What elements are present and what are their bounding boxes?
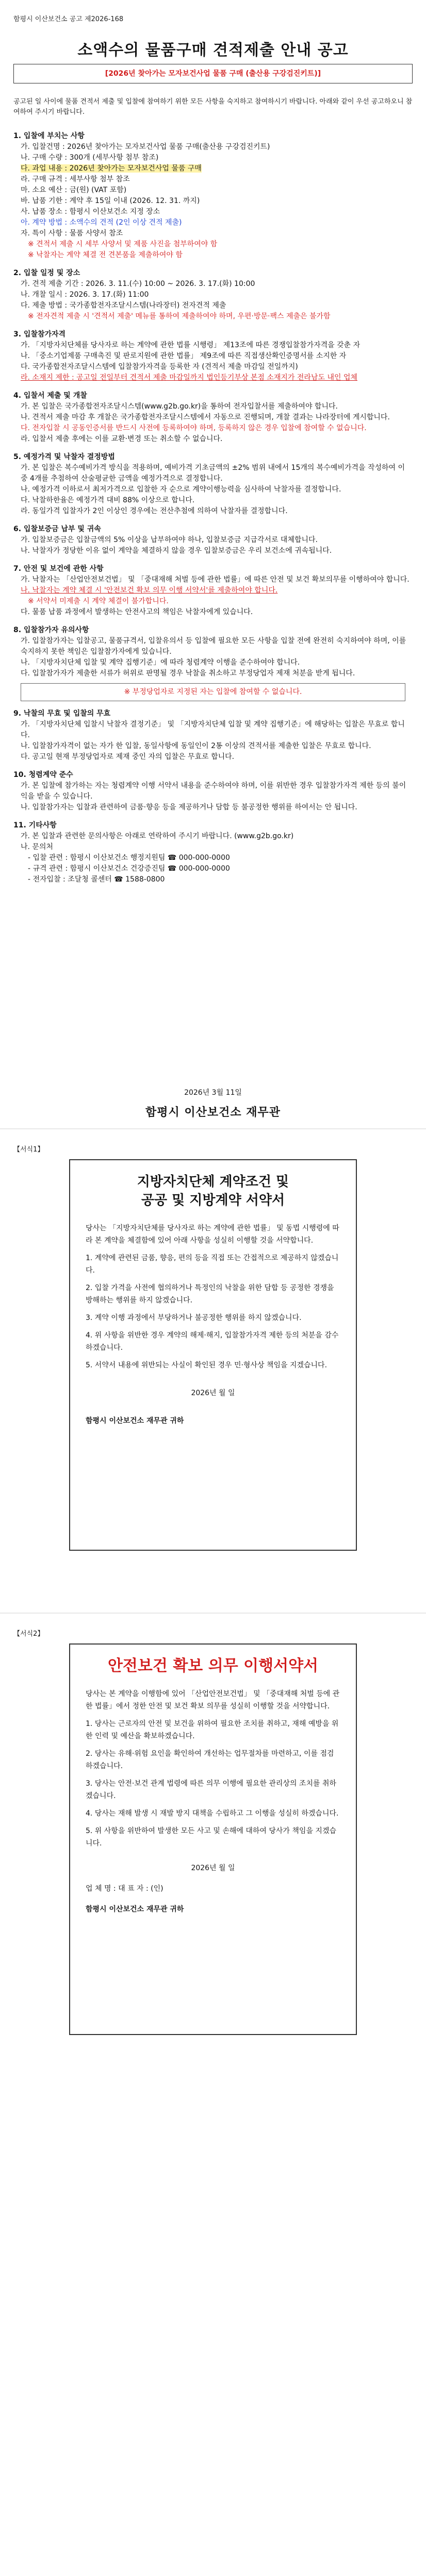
section-7-heading: 7. 안전 및 보건에 관한 사항 [13,565,104,573]
section-1-item: 나. 구매 수량 : 300개 (세부사항 첨부 참조) [21,154,159,162]
annex-1-paragraph: 당사는 「지방자치단체를 당사자로 하는 계약에 관한 법률」 및 동법 시행령에 따라 본 계약을 체결함에 있어 아래 사항을 성실히 이행할 것을 서약합니다. [86,1224,339,1245]
section-9-heading: 9. 낙찰의 무효 및 입찰의 무효 [13,709,111,718]
annex-2-paragraph: 4. 당사는 재해 발생 시 재발 방지 대책을 수립하고 그 이행을 성실히 하겠습니다. [86,1809,339,1818]
section-7-note: ※ 서약서 미제출 시 계약 체결이 불가합니다. [28,597,169,605]
notice-body [13,124,413,885]
section-10-heading: 10. 청렴계약 준수 [13,771,73,779]
annex-1-signer: 함평시 이산보건소 재무관 귀하 [86,1417,184,1425]
section-8-callout [21,683,405,701]
annex-2-paragraph: 당사는 본 계약을 이행함에 있어 「산업안전보건법」 및 「중대재해 처벌 등에 관한 법률」에서 정한 안전 및 보건 확보 의무를 성실히 이행할 것을 서약합니다. [86,1690,340,1710]
section-6-item: 나. 낙찰자가 정당한 이유 없이 계약을 체결하지 않을 경우 입찰보증금은 우리 보건소에 귀속됩니다. [21,547,332,555]
section-8-heading: 8. 입찰참가자 유의사항 [13,626,89,634]
page-title: 소액수의 물품구매 견적제출 안내 공고 [77,41,349,59]
section-5-item: 나. 예정가격 이하로서 최저가격으로 입찰한 자 순으로 계약이행능력을 심사하여 낙찰자를 결정합니다. [21,485,341,494]
annex-2-date: 2026년 월 일 [191,1864,235,1872]
section-7-item-red: 나. 낙찰자는 계약 체결 시 '안전보건 확보 의무 이행 서약서'를 제출하여야 합니다. [21,586,278,595]
section-11-contact: - 규격 관련 : 함평시 이산보건소 건강증진팀 ☎ 000-000-0000 [28,865,230,873]
annex-1-tag: 【서식1】 [13,1146,44,1154]
section-1-item-highlight: 다. 과업 내용 : 2026년 찾아가는 모자보건사업 물품 구매 [21,164,202,173]
section-4-item [13,423,413,434]
section-11-contact: - 전자입찰 : 조달청 콜센터 ☎ 1588-0800 [28,875,165,884]
signature-org: 함평시 이산보건소 재무관 [145,1106,281,1119]
section-11-item-text: 가. 본 입찰과 관련한 문의사항은 아래로 연락하여 주시기 바랍니다. (www.g2b.go.kr) [21,832,294,840]
section-5-item: 가. 본 입찰은 복수예비가격 방식을 적용하며, 예비가격 기초금액의 ±2% 범위 내에서 15개의 복수예비가격을 작성하여 이 중 4개를 추첨하여 산술평균한 금액을 예정가격으로 결정합니다. [21,464,405,483]
section-11-item [13,831,413,842]
section-4-item: 가. 본 입찰은 국가종합전자조달시스템(www.g2b.go.kr)을 통하여 전자입찰서를 제출하여야 합니다. [21,402,338,411]
page-divider [0,1613,426,1614]
section-1-item: 마. 소요 예산 : 금(원) (VAT 포함) [21,186,127,194]
annex-1-form [69,1159,357,1551]
section-10-item: 나. 입찰참가자는 입찰과 관련하여 금품·향응 등을 제공하거나 담합 등 불공정한 행위를 하여서는 안 됩니다. [21,803,357,811]
annex-1-paragraph: 3. 계약 이행 과정에서 부당하거나 불공정한 행위를 하지 않겠습니다. [86,1314,302,1322]
section-4-item: 라. 입찰서 제출 후에는 이를 교환·변경 또는 취소할 수 없습니다. [21,435,223,443]
section-4-heading: 4. 입찰서 제출 및 개찰 [13,392,87,400]
signature-date: 2026년 3월 11일 [184,1089,242,1097]
section-11-contact: - 입찰 관련 : 함평시 이산보건소 행정지원팀 ☎ 000-000-0000 [28,854,230,862]
section-1-heading: 1. 입찰에 부치는 사항 [13,132,85,140]
section-5-item: 라. 동일가격 입찰자가 2인 이상인 경우에는 전산추첨에 의하여 낙찰자를 결정합니다. [21,507,288,515]
section-3-item: 다. 국가종합전자조달시스템에 입찰참가자격을 등록한 자 (견적서 제출 마감일 전일까지) [21,363,298,371]
annex-1-paragraph: 4. 위 사항을 위반한 경우 계약의 해제·해지, 입찰참가자격 제한 등의 처분을 감수하겠습니다. [86,1331,339,1352]
intro-text: 공고된 일 사이에 물품 견적서 제출 및 입찰에 참여하기 위한 모든 사항을 숙지하고 참여하시기 바랍니다. 아래와 같이 우선 공고하오니 참여하여 주시기 바랍니다. [13,98,413,116]
subtitle: [2026년 찾아가는 모자보건사업 물품 구매 (출산용 구강검진키트)] [105,70,321,78]
section-1-item-blue: 아. 계약 방법 : 소액수의 견적 (2인 이상 견적 제출) [21,218,182,227]
section-8-callout-text: ※ 부정당업자로 지정된 자는 입찰에 참여할 수 없습니다. [124,688,302,696]
section-7-item: 다. 물품 납품 과정에서 발생하는 안전사고의 책임은 낙찰자에게 있습니다. [21,608,253,616]
section-1-item: 바. 납품 기한 : 계약 후 15일 이내 (2026. 12. 31. 까지) [21,197,200,205]
section-9-item: 가. 「지방자치단체 입찰시 낙찰자 결정기준」 및 「지방자치단체 입찰 및 계약 집행기준」에 해당하는 입찰은 무효로 합니다. [21,720,405,739]
section-10-item: 가. 본 입찰에 참가하는 자는 청렴계약 이행 서약서 내용을 준수하여야 하며, 이를 위반한 경우 입찰참가자격 제한 등의 불이익을 받을 수 있습니다. [21,782,406,801]
section-6-heading: 6. 입찰보증금 납부 및 귀속 [13,525,101,533]
section-11-heading: 11. 기타사항 [13,821,57,829]
section-3-item-red: 라. 소재지 제한 : 공고일 전일부터 견적서 제출 마감일까지 법인등기부상 본점 소재지가 전라남도 내인 업체 [21,374,357,382]
section-3-heading: 3. 입찰참가자격 [13,330,66,338]
section-2-heading: 2. 입찰 일정 및 장소 [13,269,80,277]
section-1-item [13,163,413,174]
section-2-note: ※ 전자견적 제출 시 '견적서 제출' 메뉴를 통하여 제출하여야 하며, 우편·방문·팩스 제출은 불가함 [28,312,331,320]
section-7-item: 가. 낙찰자는 「산업안전보건법」 및 「중대재해 처벌 등에 관한 법률」에 따른 안전 및 보건 확보의무를 이행하여야 합니다. [21,575,409,584]
section-1-item: 라. 구매 규격 : 세부사항 첨부 참조 [21,175,130,183]
annex-2-addressee: 함평시 이산보건소 재무관 귀하 [86,1905,184,1913]
annex-2-paragraph: 1. 당사는 근로자의 안전 및 보건을 위하여 필요한 조치를 취하고, 재해 예방을 위한 인력 및 예산을 확보하겠습니다. [86,1720,339,1740]
section-2-item: 가. 견적 제출 기간 : 2026. 3. 11.(수) 10:00 ~ 2026. 3. 17.(화) 10:00 [21,280,255,288]
section-3-item: 나. 「중소기업제품 구매촉진 및 판로지원에 관한 법률」 제9조에 따른 직접생산확인증명서를 소지한 자 [21,352,347,360]
annex-1-paragraph: 2. 입찰 가격을 사전에 협의하거나 특정인의 낙찰을 위한 담합 등 공정한 경쟁을 방해하는 행위를 하지 않겠습니다. [86,1284,334,1304]
signature-block [0,1087,426,1120]
section-6-item: 가. 입찰보증금은 입찰금액의 5% 이상을 납부하여야 하나, 입찰보증금 지급각서로 대체합니다. [21,536,318,544]
annex-1-paragraph: 1. 계약에 관련된 금품, 향응, 편의 등을 직접 또는 간접적으로 제공하지 않겠습니다. [86,1254,339,1275]
section-1-item: 가. 입찰건명 : 2026년 찾아가는 모자보건사업 물품 구매(출산용 구강검진키트) [21,143,270,151]
annex-2-form [69,1643,357,2035]
section-1-item: 자. 특이 사항 : 물품 사양서 참조 [21,229,123,238]
section-1-note: ※ 견적서 제출 시 세부 사양서 및 제품 사진을 첨부하여야 함 [28,240,218,248]
section-1-note: ※ 낙찰자는 계약 체결 전 견본품을 제출하여야 함 [28,251,183,259]
section-8-item: 다. 입찰참가자가 제출한 서류가 허위로 판명될 경우 낙찰을 취소하고 부정당업자 제재 처분을 받게 됩니다. [21,669,355,677]
subtitle-box [13,64,413,83]
section-3-item [13,372,413,383]
section-4-item: 나. 견적서 제출 마감 후 개찰은 국가종합전자조달시스템에서 자동으로 진행되며, 개찰 결과는 나라장터에 게시합니다. [21,413,390,421]
section-1-item [13,217,413,228]
section-8-item: 가. 입찰참가자는 입찰공고, 물품규격서, 입찰유의서 등 입찰에 필요한 모든 사항을 입찰 전에 완전히 숙지하여야 하며, 이를 숙지하지 못한 책임은 입찰참가자에게 있습니다. [21,637,406,656]
section-2-item: 나. 개찰 일시 : 2026. 3. 17.(화) 11:00 [21,291,149,299]
section-7-item [13,585,413,596]
page-divider [0,1128,426,1129]
section-2-item: 다. 제출 방법 : 국가종합전자조달시스템(나라장터) 전자견적 제출 [21,301,226,310]
section-1-item: 사. 납품 장소 : 함평시 이산보건소 지정 장소 [21,208,160,216]
annex-2-paragraph: 2. 당사는 유해·위험 요인을 확인하여 개선하는 업무절차를 마련하고, 이를 점검하겠습니다. [86,1750,334,1770]
section-9-item: 나. 입찰참가자격이 없는 자가 한 입찰, 동일사항에 동일인이 2통 이상의 견적서를 제출한 입찰은 무효로 합니다. [21,742,371,750]
annex-2-signer-line: 업 체 명 : 대 표 자 : (인) [86,1885,163,1893]
annex-2-title: 안전보건 확보 의무 이행서약서 [107,1657,319,1675]
section-5-item: 다. 낙찰하한율은 예정가격 대비 88% 이상으로 합니다. [21,496,195,504]
annex-2-paragraph: 3. 당사는 안전·보건 관계 법령에 따른 의무 이행에 필요한 관리상의 조치를 취하겠습니다. [86,1780,337,1800]
section-8-item: 나. 「지방자치단체 입찰 및 계약 집행기준」에 따라 청렴계약 이행을 준수하여야 합니다. [21,658,300,667]
notice-reference: 함평시 이산보건소 공고 제2026-168 [13,15,124,23]
section-3-item: 가. 「지방자치단체를 당사자로 하는 계약에 관한 법률 시행령」 제13조에 따른 경쟁입찰참가자격을 갖춘 자 [21,341,361,349]
section-4-item-red: 다. 전자입찰 시 공동인증서를 반드시 사전에 등록하여야 하며, 등록하지 않은 경우 입찰에 참여할 수 없습니다. [21,424,367,432]
annex-1-date: 2026년 월 일 [191,1389,235,1397]
annex-1-title: 지방자치단체 계약조건 및 공공 및 지방계약 서약서 [137,1174,289,1208]
annex-2-paragraph: 5. 위 사항을 위반하여 발생한 모든 사고 및 손해에 대하여 당사가 책임을 지겠습니다. [86,1827,337,1848]
annex-1-paragraph: 5. 서약서 내용에 위반되는 사실이 확인된 경우 민·형사상 책임을 지겠습니다. [86,1361,327,1369]
section-11-item: 나. 문의처 [21,843,53,851]
annex-2-tag: 【서식2】 [13,1630,44,1638]
section-9-item: 다. 공고일 현재 부정당업자로 제재 중인 자의 입찰은 무효로 합니다. [21,753,235,761]
section-5-heading: 5. 예정가격 및 낙찰자 결정방법 [13,453,115,461]
